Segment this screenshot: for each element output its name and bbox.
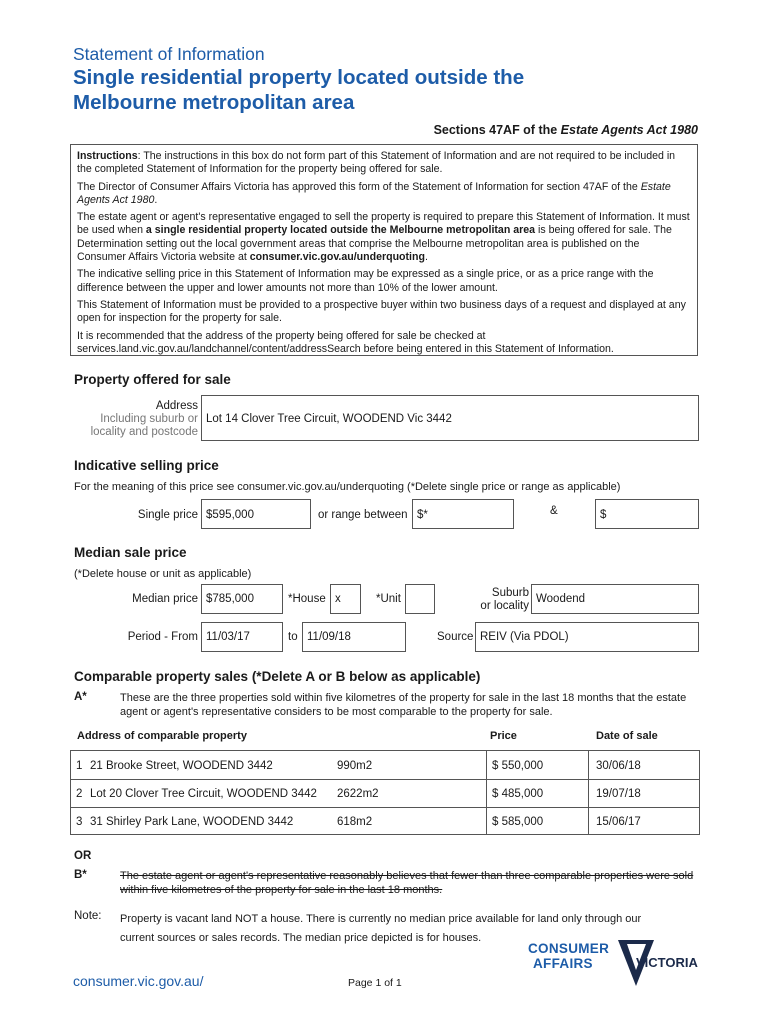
median-price-value: $785,000 xyxy=(206,593,254,605)
single-price-label: Single price xyxy=(137,509,198,521)
page-number: Page 1 of 1 xyxy=(348,977,402,989)
house-mark: x xyxy=(335,593,341,605)
sections-prefix: Sections 47AF of the xyxy=(433,123,561,137)
cav-logo xyxy=(528,938,703,988)
unit-checkbox[interactable] xyxy=(405,584,435,614)
range-to-field[interactable] xyxy=(595,499,699,529)
row-date: 30/06/18 xyxy=(596,760,641,772)
period-to-value: 11/09/18 xyxy=(307,631,351,643)
source-label: Source xyxy=(437,631,474,643)
median-price-label: Median price xyxy=(132,593,198,605)
suburb-value: Woodend xyxy=(536,593,586,605)
period-from-value: 11/03/17 xyxy=(206,631,250,643)
row-number: 3 xyxy=(76,816,83,828)
doc-title-line1: Single residential property located outside the xyxy=(73,66,525,89)
option-a-text: These are the three properties sold within five kilometres of the property for sale in the last 18 months that the estate agent or agent's representative considers to be most comparable to the property for sale. xyxy=(120,692,687,718)
median-price-field[interactable] xyxy=(201,584,283,614)
period-from-field[interactable] xyxy=(201,622,283,652)
instructions-p5: This Statement of Information must be provided to a prospective buyer within two business days of a request and displayed at any open for inspection for the property for sale. xyxy=(77,298,686,325)
source-value: REIV (Via PDOL) xyxy=(480,631,569,643)
row-number: 1 xyxy=(76,760,83,772)
instructions-label: Instructions xyxy=(77,150,138,162)
row-number: 2 xyxy=(76,788,83,800)
instructions-box xyxy=(70,144,698,356)
logo-wordmark-victoria: VICTORIA xyxy=(636,955,698,970)
row-price: $ 550,000 xyxy=(492,760,544,772)
option-b-label: B* xyxy=(74,869,87,881)
row-address: 31 Shirley Park Lane, WOODEND 3442 xyxy=(90,816,294,828)
period-to-label: to xyxy=(288,631,298,643)
row-price: $ 485,000 xyxy=(492,788,544,800)
note-text: Property is vacant land NOT a house. There is currently no median price available for land only through our current sources or sales records. The median price depicted is for houses. xyxy=(120,913,642,944)
doc-kicker: Statement of Information xyxy=(73,44,265,64)
option-b-text: The estate agent or agent's representative reasonably believes that fewer than three comparable properties were sold within five kilometres of the property for sale in the last 18 months. xyxy=(120,870,694,896)
table-row xyxy=(71,807,699,835)
instructions-p2: The Director of Consumer Affairs Victoria has approved this form of the Statement of Information for section 47AF of the Estate Agents Act 1980. xyxy=(77,180,671,206)
underquoting-link[interactable]: consumer.vic.gov.au/underquoting xyxy=(249,251,425,264)
sections-reference xyxy=(434,123,698,137)
col-header-price: Price xyxy=(490,730,517,742)
row-address: 21 Brooke Street, WOODEND 3442 xyxy=(90,760,273,772)
comparable-table xyxy=(70,750,700,835)
range-from-field[interactable] xyxy=(412,499,514,529)
period-to-field[interactable] xyxy=(302,622,406,652)
logo-wordmark-consumer: CONSUMER xyxy=(528,941,610,956)
source-field[interactable] xyxy=(475,622,699,652)
instructions-p1: Instructions: The instructions in this box do not form part of this Statement of Information and are not required to be included in the completed Statement of Information for the property being offered for sale. xyxy=(77,150,676,176)
doc-title xyxy=(73,65,524,115)
table-row xyxy=(71,779,699,807)
row-size: 2622m2 xyxy=(337,788,379,800)
suburb-field[interactable] xyxy=(531,584,699,614)
unit-mark xyxy=(406,585,434,589)
doc-title-line2: Melbourne metropolitan area xyxy=(73,91,355,114)
unit-label: *Unit xyxy=(376,593,401,605)
single-price-field[interactable] xyxy=(201,499,311,529)
property-heading: Property offered for sale xyxy=(74,372,231,387)
address-value: Lot 14 Clover Tree Circuit, WOODEND Vic 3442 xyxy=(206,413,452,425)
median-note: (*Delete house or unit as applicable) xyxy=(74,568,252,580)
option-a-label: A* xyxy=(74,691,87,703)
suburb-label: Suburb or locality xyxy=(480,587,529,612)
single-price-value: $595,000 xyxy=(206,509,254,521)
row-size: 618m2 xyxy=(337,816,373,828)
range-ampersand: & xyxy=(550,505,558,517)
instructions-p4: The indicative selling price in this Statement of Information may be expressed as a single price, or as a price range with the difference between the upper and lower amounts not more than 10% of the lower amount. xyxy=(77,268,654,294)
address-field[interactable] xyxy=(201,395,699,441)
instructions-p3: The estate agent or agent's representative engaged to sell the property is required to prepare this Statement of Information. It must be used when a single residential property located outside the Melbourne metropolitan area is being offered for sale. The Determination setting out the local government areas that comprise the Melbourne metropolitan area is published on the Consumer Affairs Victoria website at consumer.vic.gov.au/underquoting. xyxy=(77,211,690,264)
indicative-note: For the meaning of this price see consumer.vic.gov.au/underquoting (*Delete single price or range as applicable) xyxy=(74,481,621,493)
period-from-label: Period - From xyxy=(127,631,198,643)
range-from-value: $* xyxy=(417,509,428,521)
logo-wordmark-affairs: AFFAIRS xyxy=(533,956,593,971)
range-to-value: $ xyxy=(600,509,607,521)
or-label: OR xyxy=(74,850,92,862)
note-label: Note: xyxy=(74,910,102,922)
median-heading: Median sale price xyxy=(74,545,187,560)
comparable-heading: Comparable property sales (*Delete A or B below as applicable) xyxy=(74,669,481,684)
table-row xyxy=(71,751,699,779)
indicative-heading: Indicative selling price xyxy=(74,458,219,473)
row-price: $ 585,000 xyxy=(492,816,544,828)
row-address: Lot 20 Clover Tree Circuit, WOODEND 3442 xyxy=(90,788,317,800)
row-size: 990m2 xyxy=(337,760,373,772)
house-label: *House xyxy=(288,593,326,605)
col-header-date: Date of sale xyxy=(596,730,658,742)
col-header-address: Address of comparable property xyxy=(77,730,247,742)
footer-url[interactable]: consumer.vic.gov.au/ xyxy=(73,973,204,989)
sections-act: Estate Agents Act 1980 xyxy=(560,123,698,137)
range-label: or range between xyxy=(318,509,408,521)
instructions-p6: It is recommended that the address of the property being offered for sale be checked at services.land.vic.gov.au/landchannel/content/addressSearch before being entered in this Statement of Information. xyxy=(77,329,614,355)
row-date: 19/07/18 xyxy=(596,788,641,800)
address-label: Address Including suburb or locality and postcode xyxy=(90,400,198,438)
house-checkbox[interactable] xyxy=(330,584,361,614)
row-date: 15/06/17 xyxy=(596,816,641,828)
